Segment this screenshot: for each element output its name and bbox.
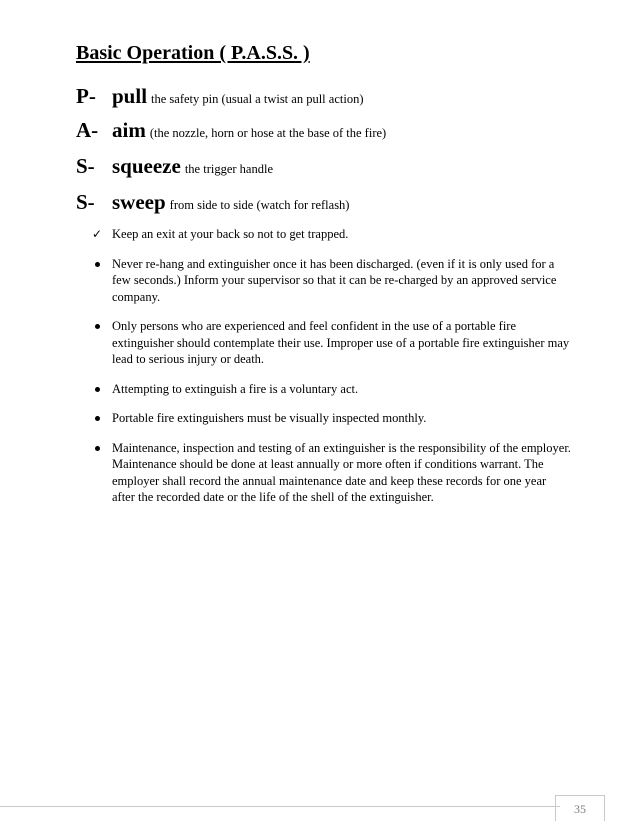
list-item-text: Never re-hang and extinguisher once it has been discharged. (even if it is only used for a few seconds.) Inform your supervisor so that it can be re-charged by an approved service company.: [112, 256, 557, 304]
list-item: [92, 410, 572, 427]
bullet-dot-icon: [95, 446, 100, 451]
bullet-dot-icon: [95, 262, 100, 267]
pass-description: the trigger handle: [184, 162, 273, 176]
safety-bullet-list: [92, 226, 572, 519]
pass-letter: S-: [76, 154, 95, 178]
pass-step-aim: [112, 118, 386, 143]
list-item: [92, 318, 572, 368]
pass-step-squeeze: [112, 154, 273, 179]
pass-letter: A-: [76, 118, 99, 142]
pass-description: from side to side (watch for reflash): [169, 198, 350, 212]
page-number: 35: [555, 795, 605, 821]
list-item-text: Maintenance, inspection and testing of an extinguisher is the responsibility of the employer. Maintenance should be done at least annually or more often if conditions warrant. The employer shall record the annual maintenance date and keep these records for one year after the recorded date or the life of the shell of the extinguisher.: [112, 440, 571, 504]
pass-description: the safety pin (usual a twist an pull action): [151, 92, 364, 106]
list-item-text: Only persons who are experienced and feel confident in the use of a portable fire extinguisher should contemplate their use. Improper use of a portable fire extinguisher may lead to serious injury or death.: [112, 319, 570, 366]
checkmark-icon: ✓: [92, 227, 103, 241]
list-item-text: Attempting to extinguish a fire is a voluntary act.: [112, 381, 359, 396]
list-item: [92, 381, 572, 398]
bullet-dot-icon: [95, 387, 100, 392]
bullet-dot-icon: [95, 416, 100, 421]
pass-word: pull: [112, 84, 148, 108]
pass-word: sweep: [112, 190, 166, 214]
pass-word: aim: [112, 118, 146, 142]
list-item-text: Portable fire extinguishers must be visually inspected monthly.: [112, 411, 427, 425]
list-item: [92, 256, 572, 306]
page-title: Basic Operation ( P.A.S.S. ): [76, 42, 310, 64]
pass-letter: P-: [76, 84, 96, 108]
list-item-text: Keep an exit at your back so not to get trapped.: [112, 227, 349, 241]
list-item: [92, 440, 572, 506]
pass-word: squeeze: [112, 154, 181, 178]
pass-letter: S-: [76, 190, 95, 214]
pass-step-pull: [112, 84, 363, 109]
bullet-dot-icon: [95, 324, 100, 329]
footer-divider: [0, 806, 560, 807]
pass-step-sweep: [112, 190, 349, 215]
pass-description: (the nozzle, horn or hose at the base of the fire): [149, 126, 387, 140]
list-item: [92, 226, 572, 243]
